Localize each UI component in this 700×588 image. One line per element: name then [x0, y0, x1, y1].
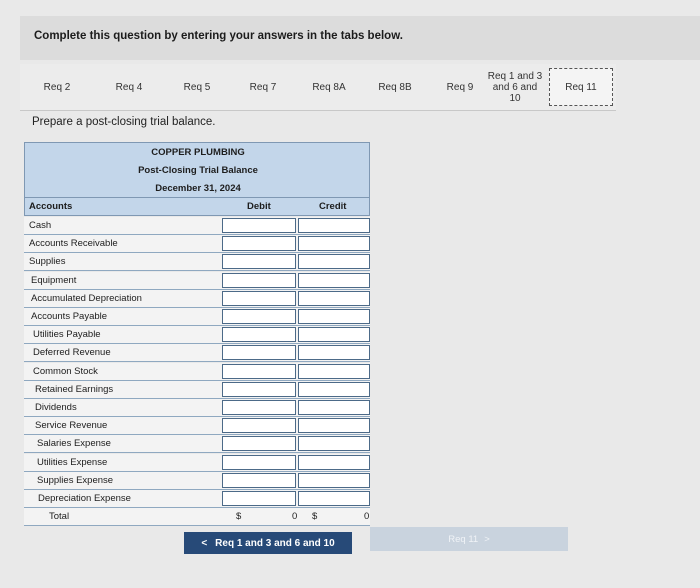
credit-input[interactable] — [298, 327, 370, 342]
account-row — [24, 217, 370, 235]
tab-req-9[interactable]: Req 9 — [446, 81, 474, 93]
prompt-text: Prepare a post-closing trial balance. — [32, 116, 216, 128]
debit-input[interactable] — [222, 455, 296, 470]
debit-input[interactable] — [222, 436, 296, 451]
account-name: Service Revenue — [35, 420, 108, 432]
debit-input[interactable] — [222, 382, 296, 397]
account-name: Dividends — [35, 402, 77, 413]
debit-input[interactable] — [222, 273, 296, 288]
tab-req-11[interactable]: Req 11 — [549, 68, 613, 106]
credit-column-header: Credit — [319, 201, 347, 212]
debit-input[interactable] — [222, 254, 296, 269]
total-debit-value: 0 — [292, 511, 298, 522]
trial-balance-header — [24, 142, 370, 198]
credit-input[interactable] — [298, 364, 370, 379]
account-row — [24, 454, 370, 472]
total-label: Total — [49, 511, 70, 522]
tab-req-2[interactable]: Req 2 — [43, 81, 71, 93]
debit-input[interactable] — [222, 236, 296, 251]
total-row — [24, 508, 370, 526]
account-name: Accumulated Depreciation — [31, 292, 142, 304]
total-credit-dollar: $ — [312, 511, 318, 522]
instruction-text: Complete this question by entering your answers in the tabs below. — [34, 30, 403, 42]
credit-input[interactable] — [298, 273, 370, 288]
total-credit-value: 0 — [364, 511, 370, 522]
account-name: Depreciation Expense — [38, 493, 131, 504]
account-row — [24, 363, 370, 381]
account-row — [24, 381, 370, 399]
account-row — [24, 290, 370, 308]
account-name: Utilities Payable — [33, 329, 101, 341]
account-name: Supplies — [29, 256, 66, 268]
debit-input[interactable] — [222, 491, 296, 506]
account-name: Salaries Expense — [37, 438, 111, 450]
prev-tab-button[interactable] — [184, 532, 352, 554]
next-tab-label: Req 11 — [448, 533, 479, 545]
credit-input[interactable] — [298, 254, 370, 269]
chevron-right-icon: > — [484, 533, 490, 545]
credit-input[interactable] — [298, 382, 370, 397]
account-row — [24, 417, 370, 435]
account-row — [24, 308, 370, 326]
tab-req-4[interactable]: Req 4 — [115, 81, 143, 93]
account-name: Common Stock — [33, 365, 98, 377]
account-name: Accounts Receivable — [29, 238, 118, 250]
account-row — [24, 253, 370, 271]
statement-title: Post-Closing Trial Balance — [138, 165, 258, 176]
next-tab-button[interactable] — [370, 527, 568, 551]
account-name: Utilities Expense — [37, 456, 108, 468]
credit-input[interactable] — [298, 473, 370, 488]
account-name: Equipment — [31, 274, 77, 286]
account-row — [24, 435, 370, 453]
account-row — [24, 472, 370, 490]
debit-input[interactable] — [222, 291, 296, 306]
credit-input[interactable] — [298, 455, 370, 470]
debit-input[interactable] — [222, 218, 296, 233]
debit-input[interactable] — [222, 327, 296, 342]
instruction-bar — [20, 16, 700, 60]
tab-req-5[interactable]: Req 5 — [183, 81, 211, 93]
credit-input[interactable] — [298, 309, 370, 324]
company-name: COPPER PLUMBING — [151, 147, 245, 158]
account-name: Deferred Revenue — [33, 347, 111, 359]
account-row — [24, 235, 370, 253]
account-row — [24, 344, 370, 362]
debit-input[interactable] — [222, 400, 296, 415]
tab-req-8b[interactable]: Req 8B — [378, 81, 412, 93]
account-name: Accounts Payable — [31, 311, 108, 322]
account-name: Cash — [29, 220, 52, 231]
debit-input[interactable] — [222, 345, 296, 360]
debit-input[interactable] — [222, 309, 296, 324]
column-header-row — [24, 198, 370, 216]
account-row — [24, 326, 370, 344]
tab-req-8a[interactable]: Req 8A — [312, 81, 346, 93]
account-row — [24, 399, 370, 417]
credit-input[interactable] — [298, 345, 370, 360]
debit-input[interactable] — [222, 473, 296, 488]
debit-input[interactable] — [222, 418, 296, 433]
debit-column-header: Debit — [247, 201, 271, 212]
credit-input[interactable] — [298, 436, 370, 451]
chevron-left-icon: < — [201, 537, 208, 549]
credit-input[interactable] — [298, 218, 370, 233]
credit-input[interactable] — [298, 400, 370, 415]
debit-input[interactable] — [222, 364, 296, 379]
credit-input[interactable] — [298, 291, 370, 306]
account-name: Supplies Expense — [37, 474, 114, 486]
prev-tab-label: Req 1 and 3 and 6 and 10 — [215, 537, 335, 549]
tab-req-7[interactable]: Req 7 — [249, 81, 277, 93]
credit-input[interactable] — [298, 236, 370, 251]
account-row — [24, 490, 370, 508]
credit-input[interactable] — [298, 491, 370, 506]
credit-input[interactable] — [298, 418, 370, 433]
accounts-column-header: Accounts — [29, 201, 73, 212]
statement-date: December 31, 2024 — [155, 183, 241, 194]
account-row — [24, 272, 370, 290]
total-debit-dollar: $ — [236, 511, 242, 522]
tab-bar — [20, 64, 616, 111]
tab-req-1-3-6-10[interactable]: Req 1 and 3 and 6 and 10 — [487, 70, 543, 104]
account-name: Retained Earnings — [35, 383, 114, 395]
